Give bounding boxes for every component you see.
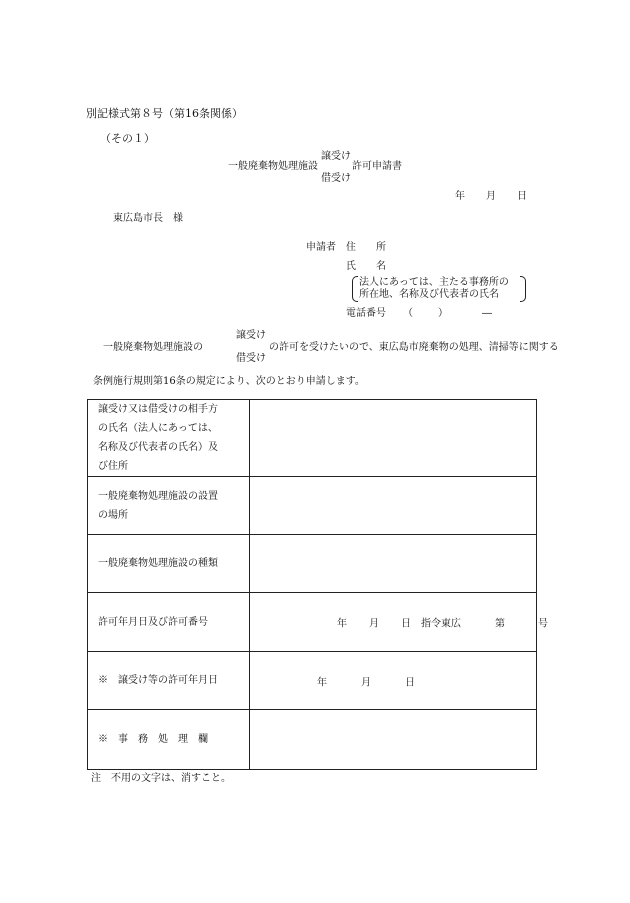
corporate-note-bracket — [352, 276, 526, 302]
corporate-note-line1: 法人にあっては、主たる事務所の — [359, 277, 509, 288]
office-use-label: ※ 事 務 処 理 欄 — [88, 710, 250, 770]
title-option-transfer: 譲受け — [321, 151, 351, 162]
table-row-counterparty — [88, 400, 537, 477]
phone-label: 電話番号 — [346, 308, 386, 319]
facility-type-value[interactable] — [250, 535, 537, 593]
title-suffix: 許可申請書 — [352, 161, 402, 172]
location-label-line2: の場所 — [98, 509, 128, 521]
permit-day: 日 — [401, 618, 411, 630]
title-option-lease: 借受け — [321, 173, 351, 184]
location-label-line1: 一般廃棄物処理施設の設置 — [98, 490, 218, 502]
permit-order: 指令東広 — [421, 618, 461, 630]
table-row-permit — [88, 593, 537, 652]
transfer-month: 月 — [361, 677, 371, 688]
permit-value[interactable] — [250, 593, 548, 652]
address-label: 住 所 — [346, 242, 386, 253]
date-year: 年 — [455, 191, 465, 202]
addressee: 東広島市長 様 — [113, 213, 183, 224]
location-label — [88, 477, 250, 535]
permit-month: 月 — [369, 618, 379, 630]
transfer-date-label: ※ 譲受け等の許可年月日 — [88, 652, 250, 710]
bracket-left — [352, 276, 358, 302]
location-value[interactable] — [250, 477, 537, 535]
form-number: 別記様式第８号（第16条関係） — [86, 107, 243, 120]
permit-no: 第 — [495, 618, 505, 630]
date-month: 月 — [486, 191, 496, 202]
phone-paren-open: （ — [403, 308, 413, 319]
counterparty-label — [88, 400, 250, 477]
body-line1-rest: の許可を受けたいので、東広島市廃棄物の処理、清掃等に関する — [269, 342, 559, 353]
name-label: 氏 名 — [346, 261, 386, 272]
date-day: 日 — [517, 191, 527, 202]
sub-number: （その１） — [100, 132, 155, 145]
title-facility: 一般廃棄物処理施設 — [228, 161, 318, 172]
phone-dash: ― — [482, 308, 492, 319]
corporate-note-line2: 所在地、名称及び代表者の氏名 — [359, 289, 499, 300]
transfer-year: 年 — [317, 677, 327, 688]
counterparty-label-line2: の氏名（法人にあっては、 — [98, 423, 218, 434]
permit-go: 号 — [538, 618, 548, 630]
body-prefix: 一般廃棄物処理施設の — [103, 342, 203, 353]
office-use-value — [250, 710, 537, 770]
phone-paren-close: ） — [438, 308, 448, 319]
table-row-type — [88, 535, 537, 593]
applicant-label: 申請者 — [306, 242, 336, 253]
body-line2: 条例施行規則第16条の規定により、次のとおり申請します。 — [93, 376, 365, 387]
counterparty-label-line3: 名称及び代表者の氏名）及 — [98, 442, 218, 453]
body-option-transfer: 譲受け — [236, 330, 266, 341]
transfer-day: 日 — [405, 677, 415, 688]
table-row-location — [88, 477, 537, 535]
application-table — [87, 399, 548, 770]
transfer-date-value[interactable] — [250, 652, 537, 710]
bracket-right — [520, 276, 526, 302]
permit-year: 年 — [337, 618, 347, 630]
facility-type-label: 一般廃棄物処理施設の種類 — [88, 535, 250, 593]
counterparty-label-line4: び住所 — [98, 461, 128, 472]
counterparty-label-line1: 譲受け又は借受けの相手方 — [98, 404, 218, 415]
table-row-transfer-date — [88, 652, 537, 710]
footnote: 注 不用の文字は、消すこと。 — [91, 773, 231, 784]
counterparty-value[interactable] — [250, 400, 537, 477]
table-row-office-use — [88, 710, 537, 770]
body-option-lease: 借受け — [236, 353, 266, 364]
permit-label: 許可年月日及び許可番号 — [88, 593, 250, 652]
